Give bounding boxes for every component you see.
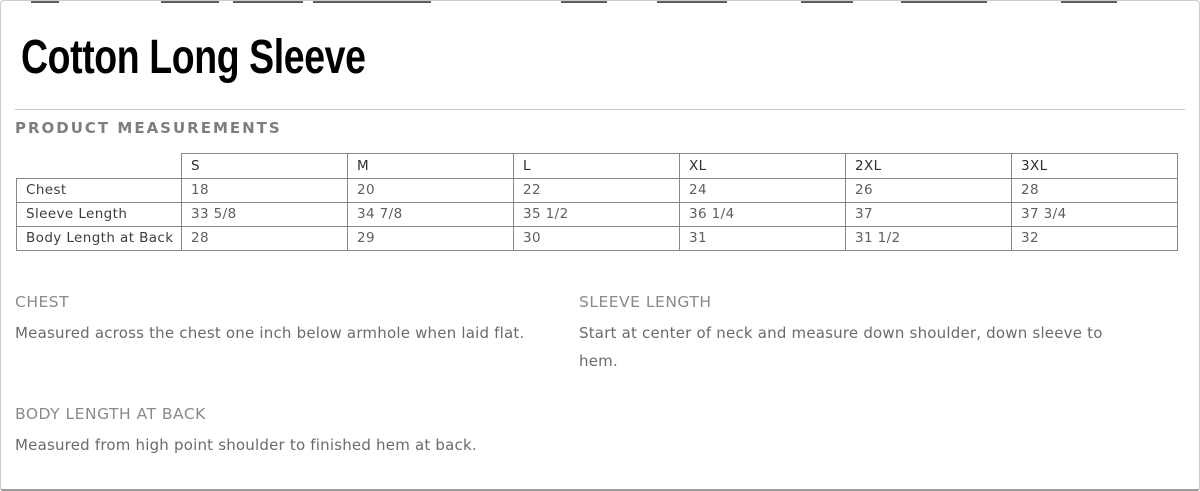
measurement-cell: 26	[846, 179, 1012, 203]
title-divider	[15, 109, 1185, 110]
measurement-cell: 31 1/2	[846, 227, 1012, 251]
row-label: Body Length at Back	[17, 227, 182, 251]
page-title-text: Cotton Long Sleeve	[21, 31, 366, 84]
measurement-cell: 32	[1012, 227, 1178, 251]
table-row-body-length	[17, 227, 1178, 251]
size-header-xl: XL	[680, 154, 846, 179]
description-text: Measured from high point shoulder to finished hem at back.	[15, 436, 477, 454]
measurement-cell: 30	[514, 227, 680, 251]
measurement-cell: 28	[182, 227, 348, 251]
size-header-s: S	[182, 154, 348, 179]
row-label: Chest	[17, 179, 182, 203]
description-chest	[15, 292, 539, 375]
measurement-cell: 37	[846, 203, 1012, 227]
measurement-cell: 36 1/4	[680, 203, 846, 227]
measurement-cell: 31	[680, 227, 846, 251]
measurement-cell: 37 3/4	[1012, 203, 1178, 227]
measurement-cell: 18	[182, 179, 348, 203]
measurement-cell: 28	[1012, 179, 1178, 203]
size-header-3xl: 3XL	[1012, 154, 1178, 179]
measurement-cell: 33 5/8	[182, 203, 348, 227]
table-row-chest	[17, 179, 1178, 203]
measurements-table	[16, 153, 1178, 251]
table-row-sleeve-length	[17, 203, 1178, 227]
description-heading: SLEEVE LENGTH	[579, 293, 712, 311]
measurement-cell: 24	[680, 179, 846, 203]
measurement-cell: 29	[348, 227, 514, 251]
description-text: Start at center of neck and measure down shoulder, down sleeve to hem.	[579, 324, 1103, 370]
measurement-cell: 22	[514, 179, 680, 203]
description-body-length	[15, 404, 539, 459]
table-header-row	[17, 154, 1178, 179]
measurement-descriptions	[15, 292, 1185, 459]
section-heading: PRODUCT MEASUREMENTS	[15, 119, 282, 137]
measurement-cell: 34 7/8	[348, 203, 514, 227]
size-header-l: L	[514, 154, 680, 179]
page-title	[21, 31, 1199, 84]
size-header-m: M	[348, 154, 514, 179]
top-edge-artifact	[1, 1, 1199, 3]
description-heading: BODY LENGTH AT BACK	[15, 405, 206, 423]
description-heading: CHEST	[15, 293, 70, 311]
corner-cell	[17, 154, 182, 179]
description-text: Measured across the chest one inch below armhole when laid flat.	[15, 324, 525, 342]
measurement-cell: 35 1/2	[514, 203, 680, 227]
size-header-2xl: 2XL	[846, 154, 1012, 179]
measurement-cell: 20	[348, 179, 514, 203]
row-label: Sleeve Length	[17, 203, 182, 227]
description-sleeve-length	[579, 292, 1125, 375]
